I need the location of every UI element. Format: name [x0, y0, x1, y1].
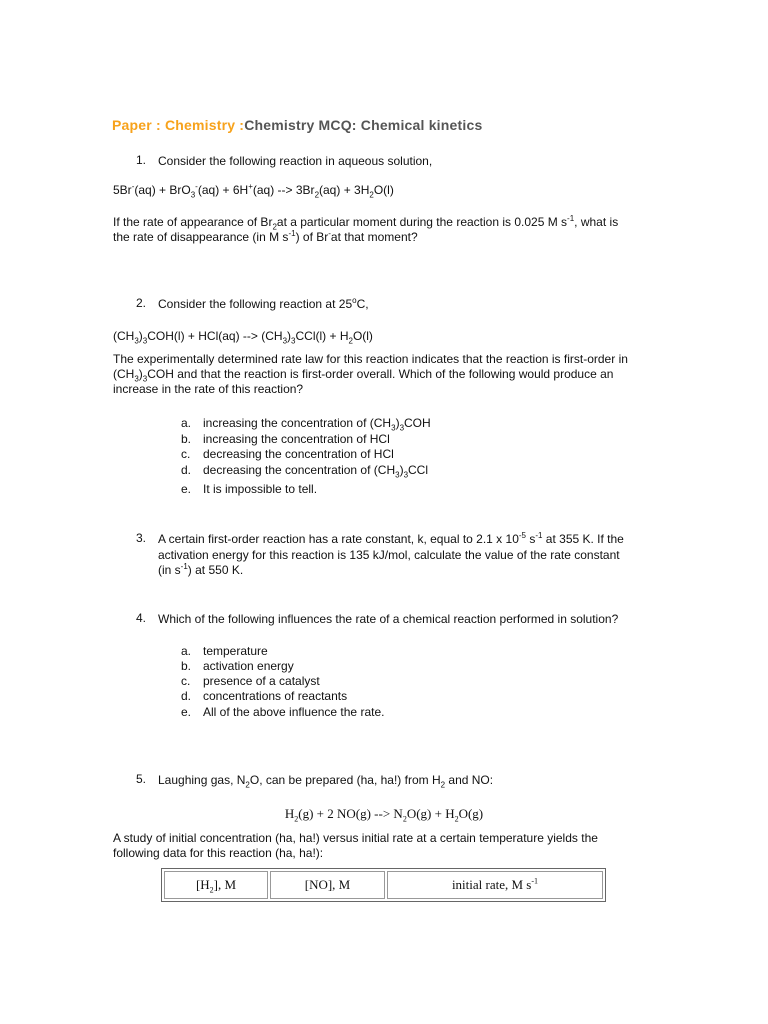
- q3-line-1: A certain first-order reaction has a rate constant, k, equal to 2.1 x $10^{-5}$ $s^{-1}$ at 355 K. If the: [158, 531, 624, 546]
- q1-equation: 5Br-(aq) + BrO$_3$-(aq) + 6H+(aq) --> $3Br_2(aq) + 3H_2O(l)$: [113, 182, 394, 200]
- q3-number: 3.: [136, 531, 147, 545]
- q4-option-b: b. activation energy: [181, 659, 294, 673]
- q4-text: Which of the following influences the rate of a chemical reaction performed in solution?: [158, 612, 619, 626]
- q1-number: 1.: [136, 153, 147, 167]
- q4-option-d: d. concentrations of reactants: [181, 689, 348, 703]
- q3-line-2: activation energy for this reaction is 135 kJ/mol, calculate the value of the rate constant: [158, 548, 620, 562]
- q4-option-a: a. temperature: [181, 644, 268, 658]
- q3-line-3: (in $s^{-1}$) at 550 K.: [158, 562, 244, 577]
- q2-equation: $(CH_3)_3COH(l) + HCl(aq)$ --> $(CH_3)_3CCl(l) + H_2O(l)$: [113, 329, 373, 346]
- page-title: [112, 117, 482, 133]
- title-text: Chemistry MCQ: Chemical kinetics: [244, 117, 483, 133]
- q4-option-c: c. presence of a catalyst: [181, 674, 320, 688]
- q5-paragraph-line-2: following data for this reaction (ha, ha!):: [113, 846, 324, 860]
- table-header-no: [NO], M: [270, 871, 385, 899]
- q1-paragraph-line-1: If the rate of appearance of $Br_2at$ a particular moment during the reaction is 0.025 M $s^{-1}$, what is: [113, 214, 619, 232]
- q4-number: 4.: [136, 611, 147, 625]
- title-prefix: Paper : Chemistry :: [112, 117, 245, 133]
- q2-paragraph-line-3: increase in the rate of this reaction?: [113, 382, 304, 396]
- q2-number: 2.: [136, 296, 147, 310]
- table-header-initial-rate: initial rate, M $s^{-1}$: [387, 871, 603, 899]
- q2-text: Consider the following reaction at 25$^o$C,: [158, 296, 369, 311]
- q1-paragraph-line-2: the rate of disappearance (in M $s^{-1}$) of Br-at that moment?: [113, 229, 418, 244]
- q2-paragraph-line-1: The experimentally determined rate law for this reaction indicates that the reaction is first-order in: [113, 352, 628, 366]
- q5-equation: $H_2(g) + 2$ NO(g) --> $N_2O(g) + H_2O(g)$: [284, 806, 484, 824]
- q4-option-e: e. All of the above influence the rate.: [181, 705, 385, 719]
- rate-data-table: [161, 868, 606, 902]
- table-header-h2: $[H_2]$, M: [164, 871, 268, 899]
- q2-paragraph-line-2: $(CH_3)_3COH$ and that the reaction is first-order overall. Which of the following would produce an: [113, 367, 614, 384]
- q5-text: Laughing gas, $N_2O$, can be prepared (ha, ha!) from $H_2$ and NO:: [158, 773, 494, 790]
- q2-option-d: d. decreasing the concentration of $(CH_3)_3CCl$: [181, 463, 429, 480]
- q2-option-a: a. increasing the concentration of $(CH_3)_3COH$: [181, 416, 431, 433]
- table-header-row: [164, 871, 603, 899]
- q2-option-c: c. decreasing the concentration of HCl: [181, 447, 394, 461]
- q5-paragraph-line-1: A study of initial concentration (ha, ha!) versus initial rate at a certain temperature yields the: [113, 831, 598, 845]
- q2-option-b: b. increasing the concentration of HCl: [181, 432, 390, 446]
- q1-text: Consider the following reaction in aqueous solution,: [158, 154, 433, 168]
- q5-number: 5.: [136, 772, 147, 786]
- q2-option-e: e. It is impossible to tell.: [181, 482, 318, 496]
